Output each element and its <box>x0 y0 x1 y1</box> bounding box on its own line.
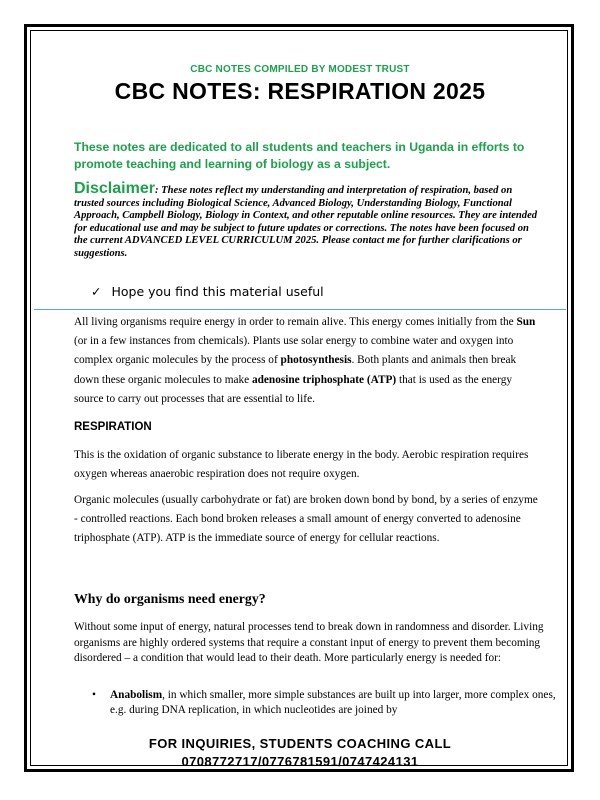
footer-line-1: FOR INQUIRIES, STUDENTS COACHING CALL <box>148 736 452 751</box>
hope-text: Hope you find this material useful <box>111 284 324 299</box>
intro-text-d: that is used as the energy source to carry out processes that are essential to life. <box>74 373 513 405</box>
hope-line <box>91 284 324 299</box>
disclaimer-block <box>74 180 542 261</box>
footer-line-2: 0708772717/0776781591/0747424131 <box>181 754 419 769</box>
why-energy-heading: Why do organisms need energy? <box>74 591 266 606</box>
checkmark-icon: ✓ <box>91 284 102 299</box>
disclaimer-colon: : <box>154 185 162 196</box>
intro-text-b: (or in a few instances from chemicals). Plants use solar energy to combine water and oxygen into complex organic molecules by the process of <box>74 335 514 367</box>
footer-contact <box>0 735 600 771</box>
section-divider <box>34 309 566 310</box>
intro-atp: adenosine triphosphate (ATP) <box>251 373 397 386</box>
list-item-anabolism <box>92 688 562 717</box>
compiled-by-line: CBC NOTES COMPILED BY MODEST TRUST <box>190 64 410 75</box>
intro-sun: Sun <box>516 316 536 328</box>
respiration-definition: This is the oxidation of organic substance to liberate energy in the body. Aerobic respiration requires oxygen whereas anaerobic respiration does not require oxygen. <box>74 449 529 481</box>
intro-text-c: . Both plants and animals then break down these organic molecules to make <box>74 354 517 386</box>
intro-text-a: All living organisms require energy in order to remain alive. This energy comes initially from the <box>74 316 517 328</box>
respiration-mechanism: Organic molecules (usually carbohydrate or fat) are broken down bond by bond, by a series of enzyme - controlled reactions. Each bond broken releases a small amount of energy converted to adenosine triphosphate (ATP). ATP is the immediate source of energy for cellular reactions. <box>74 494 538 545</box>
anabolism-text: , in which smaller, more simple substances are built up into larger, more complex ones, e.g. during DNA replication, in which nucleotides are joined by <box>110 689 556 716</box>
disclaimer-text: These notes reflect my understanding and interpretation of respiration, based on trusted sources including Biological Science, Advanced Biology, Understanding Biology, Functional Approach, Campbell Biology, Biology in Context, and other reputable online resources. They are intended for educational use and may be subject to future updates or corrections. The notes have been focused on the current ADVANCED LEVEL CURRICULUM 2025. Please contact me for further clarifications or suggestions. <box>74 185 538 259</box>
intro-paragraph <box>74 313 544 409</box>
anabolism-term: Anabolism <box>110 689 163 701</box>
bullet-icon: • <box>92 689 96 701</box>
intro-photosynthesis: photosynthesis <box>280 354 352 367</box>
dedication-text: These notes are dedicated to all students and teachers in Uganda in efforts to promote teaching and learning of biology as a subject. <box>74 140 525 171</box>
document-title: CBC NOTES: RESPIRATION 2025 <box>114 78 486 104</box>
disclaimer-label: Disclaimer <box>74 180 155 197</box>
why-energy-paragraph: Without some input of energy, natural processes tend to break down in randomness and disorder. Living organisms are highly ordered systems that require a constant input of energy to prevent them becoming disordered – a condition that would lead to their death. More particularly energy is needed for: <box>74 621 544 665</box>
respiration-heading: RESPIRATION <box>74 421 152 433</box>
